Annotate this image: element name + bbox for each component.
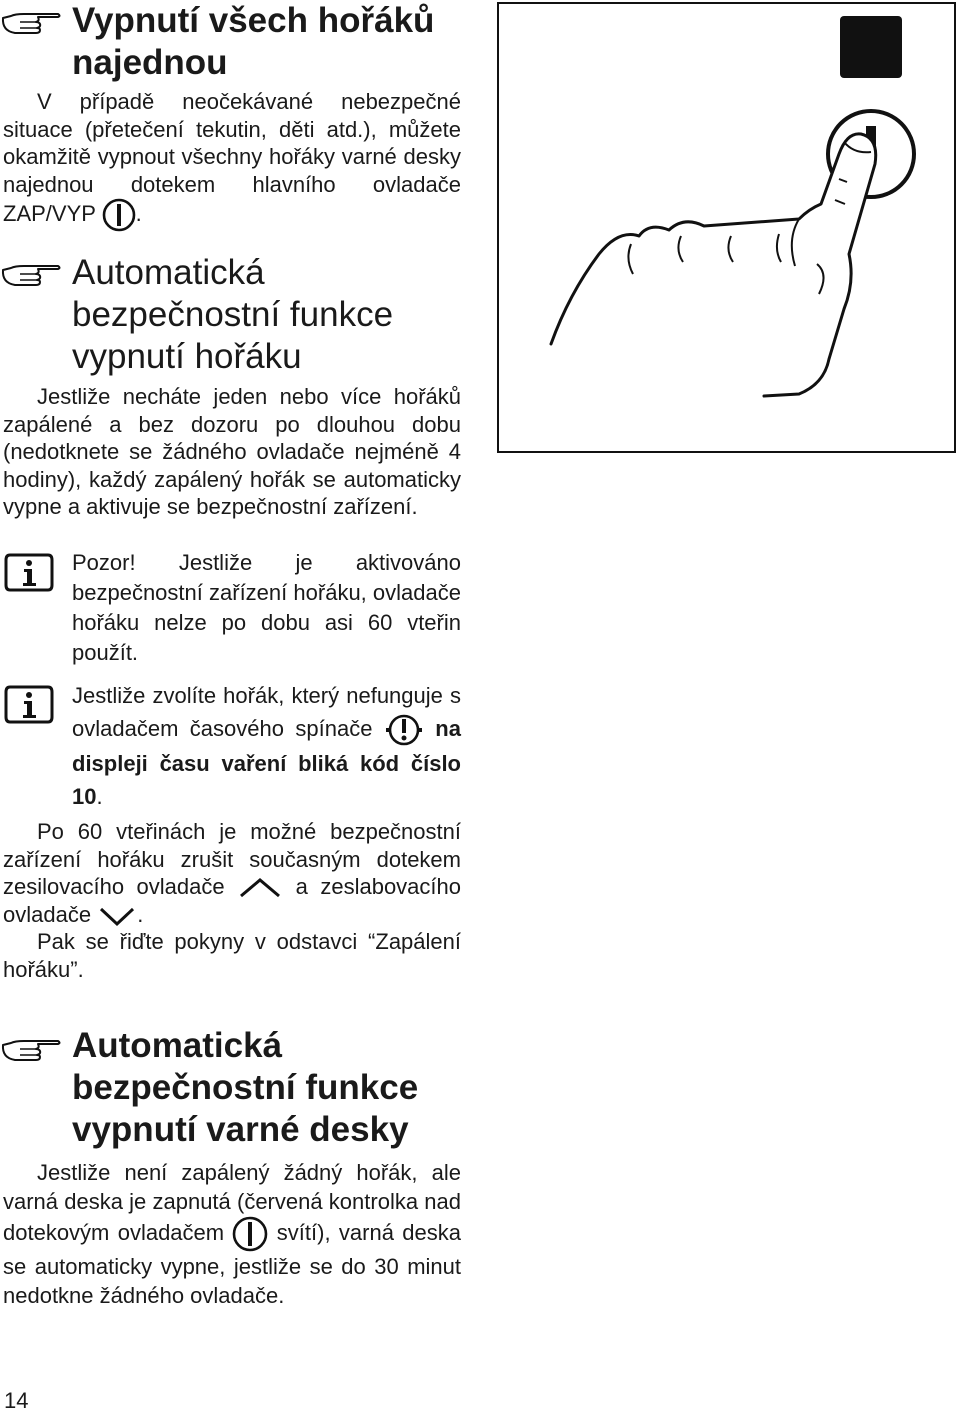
finger-press-illustration — [499, 4, 954, 451]
burner-safety-paragraph: Jestliže necháte jeden nebo více hořáků zapálené a bez dozoru po dlouhou dobu (nedotknete se žádného ovladače nejméně 4 hodiny), každý zapálený hořák se automaticky vypne a aktivuje se bezpečnostní zařízení. — [3, 384, 461, 519]
pointing-hand-icon — [0, 4, 62, 38]
page-number: 14 — [4, 1388, 29, 1413]
power-icon — [232, 1216, 268, 1252]
chevron-up-icon — [237, 876, 283, 900]
info-icon — [4, 552, 56, 592]
indicator-square — [840, 16, 902, 78]
power-icon — [102, 198, 136, 232]
illustration-frame — [497, 2, 956, 453]
section-title-burner-safety: Automatická bezpečnostní funkce vypnutí hořáku — [72, 253, 394, 376]
timer-icon — [384, 713, 424, 747]
reset-paragraph: Po 60 vteřinách je možné bezpečnostní zařízení hořáku zrušit současným dotekem zesilovacího ovladače a zeslabovacího ovladače . Pak se řiďte pokyny v odstavci “Zapálení hořáku”. — [3, 819, 461, 982]
info-icon — [4, 684, 56, 724]
section-title-hob-safety: Automatická bezpečnostní funkce vypnutí varné desky — [72, 1026, 419, 1149]
switch-off-all-paragraph: V případě neočekávané nebezpečné situace (přetečení tekutin, děti atd.), můžete okamžitě vypnout všechny hořáky varné desky najednou dotekem hlavního ovladače ZAP/VYP . — [3, 88, 461, 232]
pointing-hand-icon — [0, 256, 62, 290]
chevron-down-icon — [97, 905, 137, 927]
pointing-hand-icon — [0, 1031, 62, 1065]
section-title-switch-off-all: Vypnutí všech hořáků najednou — [72, 1, 435, 82]
pozor-note: Pozor! Jestliže je aktivováno bezpečnostní zařízení hořáku, ovladače hořáku nelze po dobu asi 60 vteřin použít. — [72, 550, 461, 665]
hob-safety-paragraph: Jestliže není zapálený žádný hořák, ale varná deska je zapnutá (červená kontrolka nad dotekovým ovladačem svítí), varná deska se automaticky vypne, jestliže se do 30 minut nedotkne žádného ovladače. — [3, 1160, 461, 1308]
timer-note: Jestliže zvolíte hořák, který nefunguje s ovladačem časového spínače na displeji času vaření bliká kód číslo 10. — [72, 683, 461, 810]
